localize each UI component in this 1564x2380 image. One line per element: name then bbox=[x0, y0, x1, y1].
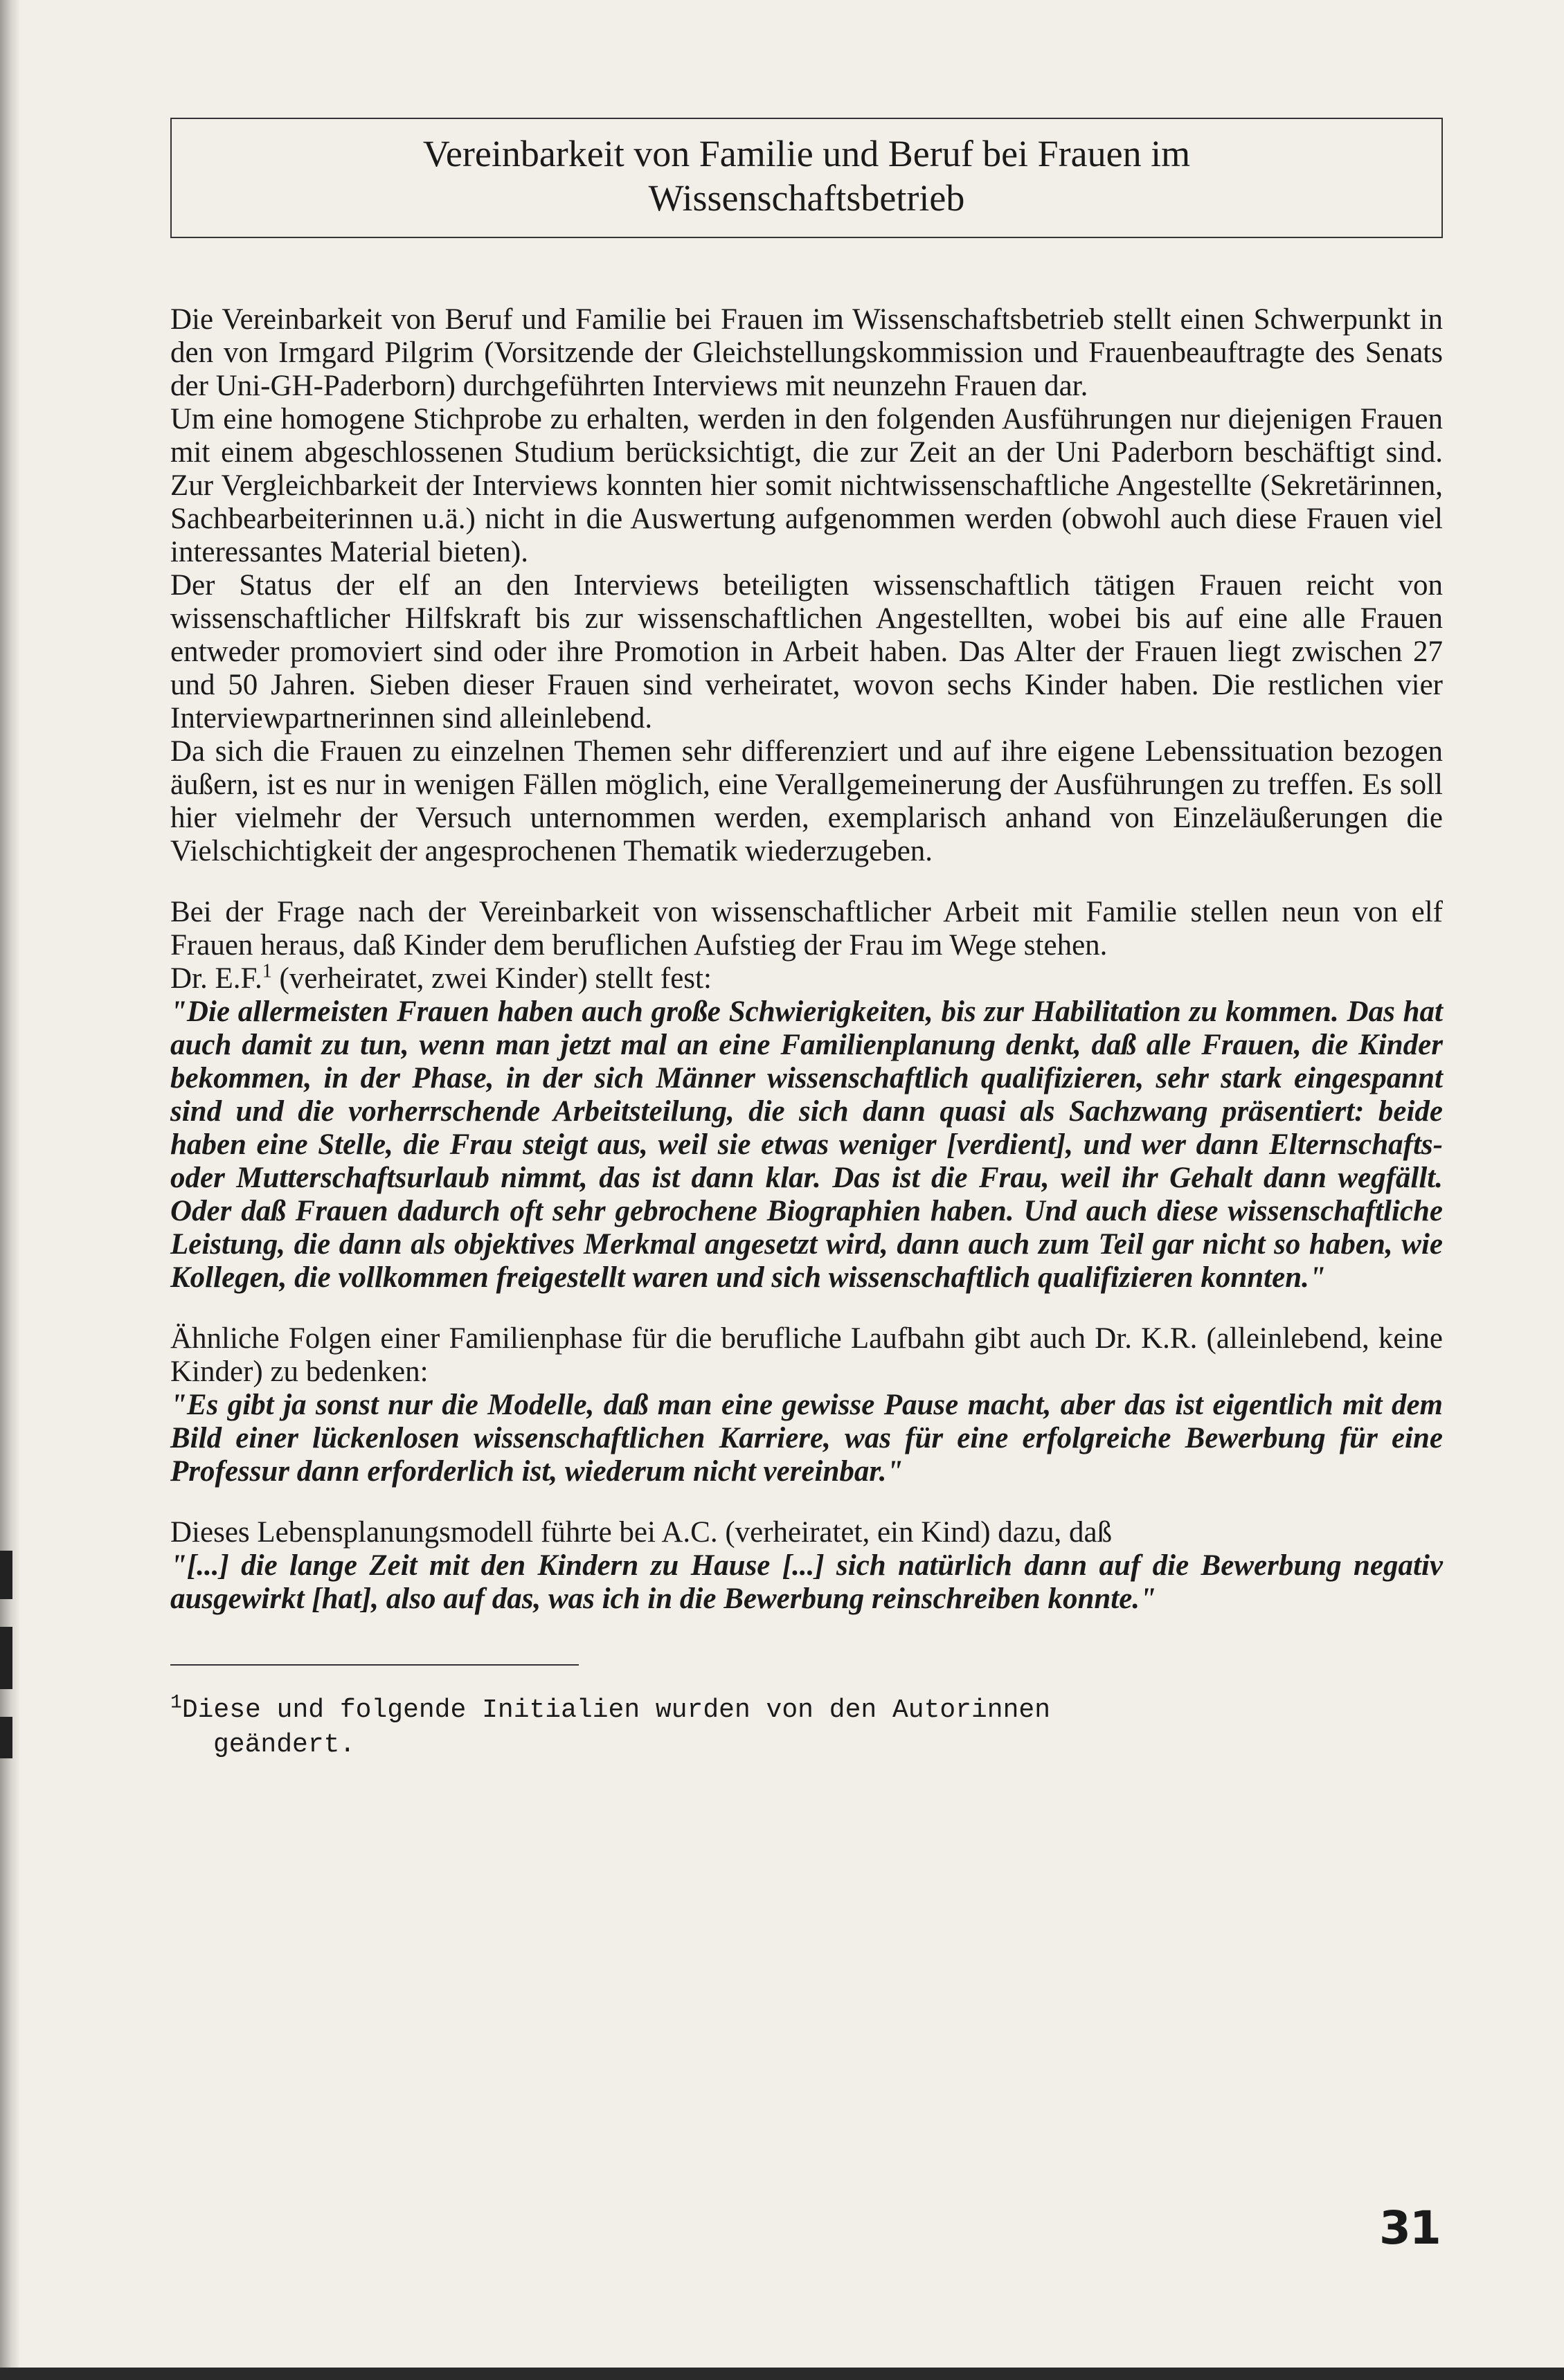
quote-kr: "Es gibt ja sonst nur die Modelle, daß man eine gewisse Pause macht, aber das ist eigentlich mit dem Bild einer lückenlosen wissenschaftlichen Karriere, was für eine erfolgreiche Bewerbung für eine Professur dann erforderlich ist, wiederum nicht vereinbar." bbox=[170, 1389, 1443, 1488]
paragraph-status: Der Status der elf an den Interviews beteiligten wissenschaftlich tätigen Frauen reicht von wissenschaftlicher Hilfskraft bis zur wissenschaftlichen Angestellten, wobei bis auf eine alle Frauen entweder promoviert sind oder ihre Promotion in Arbeit haben. Das Alter der Frauen liegt zwischen 27 und 50 Jahren. Sieben dieser Frauen sind verheiratet, wovon sechs Kinder haben. Die restlichen vier Interviewpartnerinnen sind alleinlebend. bbox=[170, 569, 1443, 734]
footnote-line-1: Diese und folgende Initialien wurden von den Autorinnen bbox=[181, 1695, 1051, 1725]
quote-ef: "Die allermeisten Frauen haben auch große Schwierigkeiten, bis zur Habilitation zu kommen. Das hat auch damit zu tun, wenn man jetzt mal an eine Familienplanung denkt, daß alle Frauen, die Kinder bekommen, in der Phase, in der sich Männer wissenschaftlich qualifizieren, sehr stark eingespannt sind und die vorherrschende Arbeitsteilung, die sich dann quasi als Sachzwang präsentiert: beide haben eine Stelle, die Frau steigt aus, weil sie etwas weniger [verdient], und wer dann Elternschafts- oder Mutterschaftsurlaub nimmt, das ist dann klar. Das ist die Frau, weil ihr Gehalt dann wegfällt. Oder daß Frauen dadurch oft sehr gebrochene Biographien haben. Und auch diese wissenschaftliche Leistung, die dann als objektives Merkmal angesetzt wird, dann auch zum Teil gar nicht so haben, wie Kollegen, die vollkommen freigestellt waren und sich wissenschaftlich qualifizieren konnten." bbox=[170, 995, 1443, 1294]
binding-marks bbox=[0, 1551, 18, 1786]
paragraph-intro: Die Vereinbarkeit von Beruf und Familie bei Frauen im Wissenschaftsbetrieb stellt einen Schwerpunkt in den von Irmgard Pilgrim (Vorsitzende der Gleichstellungskommission und Frauenbeauftragte des Senats der Uni-GH-Paderborn) durchgeführten Interviews mit neunzehn Frauen dar. bbox=[170, 303, 1443, 402]
title-box bbox=[170, 118, 1443, 238]
footnote-divider bbox=[170, 1664, 579, 1666]
footnote bbox=[170, 1693, 1443, 1763]
footnote-marker-ref: 1 bbox=[262, 960, 272, 982]
ef-initials: Dr. E.F. bbox=[170, 962, 262, 995]
footnote-marker: 1 bbox=[170, 1692, 182, 1714]
page-bottom-edge bbox=[0, 2368, 1564, 2380]
paragraph-ac-intro: Dieses Lebensplanungsmodell führte bei A.C. (verheiratet, ein Kind) dazu, daß bbox=[170, 1516, 1113, 1549]
page-content bbox=[170, 118, 1443, 1763]
article-body bbox=[170, 303, 1443, 1616]
title-line-1: Vereinbarkeit von Familie und Beruf bei Frauen im bbox=[422, 133, 1191, 174]
paragraph-kr-intro: Ähnliche Folgen einer Familienphase für die berufliche Laufbahn gibt auch Dr. K.R. (alleinlebend, keine Kinder) zu bedenken: bbox=[170, 1322, 1443, 1388]
paragraph-question: Bei der Frage nach der Vereinbarkeit von wissenschaftlicher Arbeit mit Familie stellen neun von elf Frauen heraus, daß Kinder dem beruflichen Aufstieg der Frau im Wege stehen. bbox=[170, 896, 1443, 962]
footnote-line-2: geändert. bbox=[213, 1730, 356, 1760]
paragraph-ef-intro bbox=[170, 962, 1443, 995]
ef-description: (verheiratet, zwei Kinder) stellt fest: bbox=[271, 962, 712, 995]
page-number: 31 bbox=[1379, 2201, 1440, 2255]
book-binding-edge bbox=[0, 0, 19, 2380]
title-line-2: Wissenschaftsbetrieb bbox=[648, 177, 965, 219]
quote-ac: "[...] die lange Zeit mit den Kindern zu Hause [...] sich natürlich dann auf die Bewerbung negativ ausgewirkt [hat], also auf das, was ich in die Bewerbung reinschreiben konnte." bbox=[170, 1549, 1443, 1615]
paragraph-method: Da sich die Frauen zu einzelnen Themen sehr differenziert und auf ihre eigene Lebenssituation bezogen äußern, ist es nur in wenigen Fällen möglich, eine Verallgemeinerung der Ausführungen zu treffen. Es soll hier vielmehr der Versuch unternommen werden, exemplarisch anhand von Einzeläußerungen die Vielschichtigkeit der angesprochenen Thematik wiederzugeben. bbox=[170, 735, 1443, 867]
paragraph-sample: Um eine homogene Stichprobe zu erhalten, werden in den folgenden Ausführungen nur diejenigen Frauen mit einem abgeschlossenen Studium berücksichtigt, die zur Zeit an der Uni Paderborn beschäftigt sind. Zur Vergleichbarkeit der Interviews konnten hier somit nichtwissenschaftliche Angestellte (Sekretärinnen, Sachbearbeiterinnen u.ä.) nicht in die Auswertung aufgenommen werden (obwohl auch diese Frauen viel interessantes Material bieten). bbox=[170, 403, 1443, 568]
